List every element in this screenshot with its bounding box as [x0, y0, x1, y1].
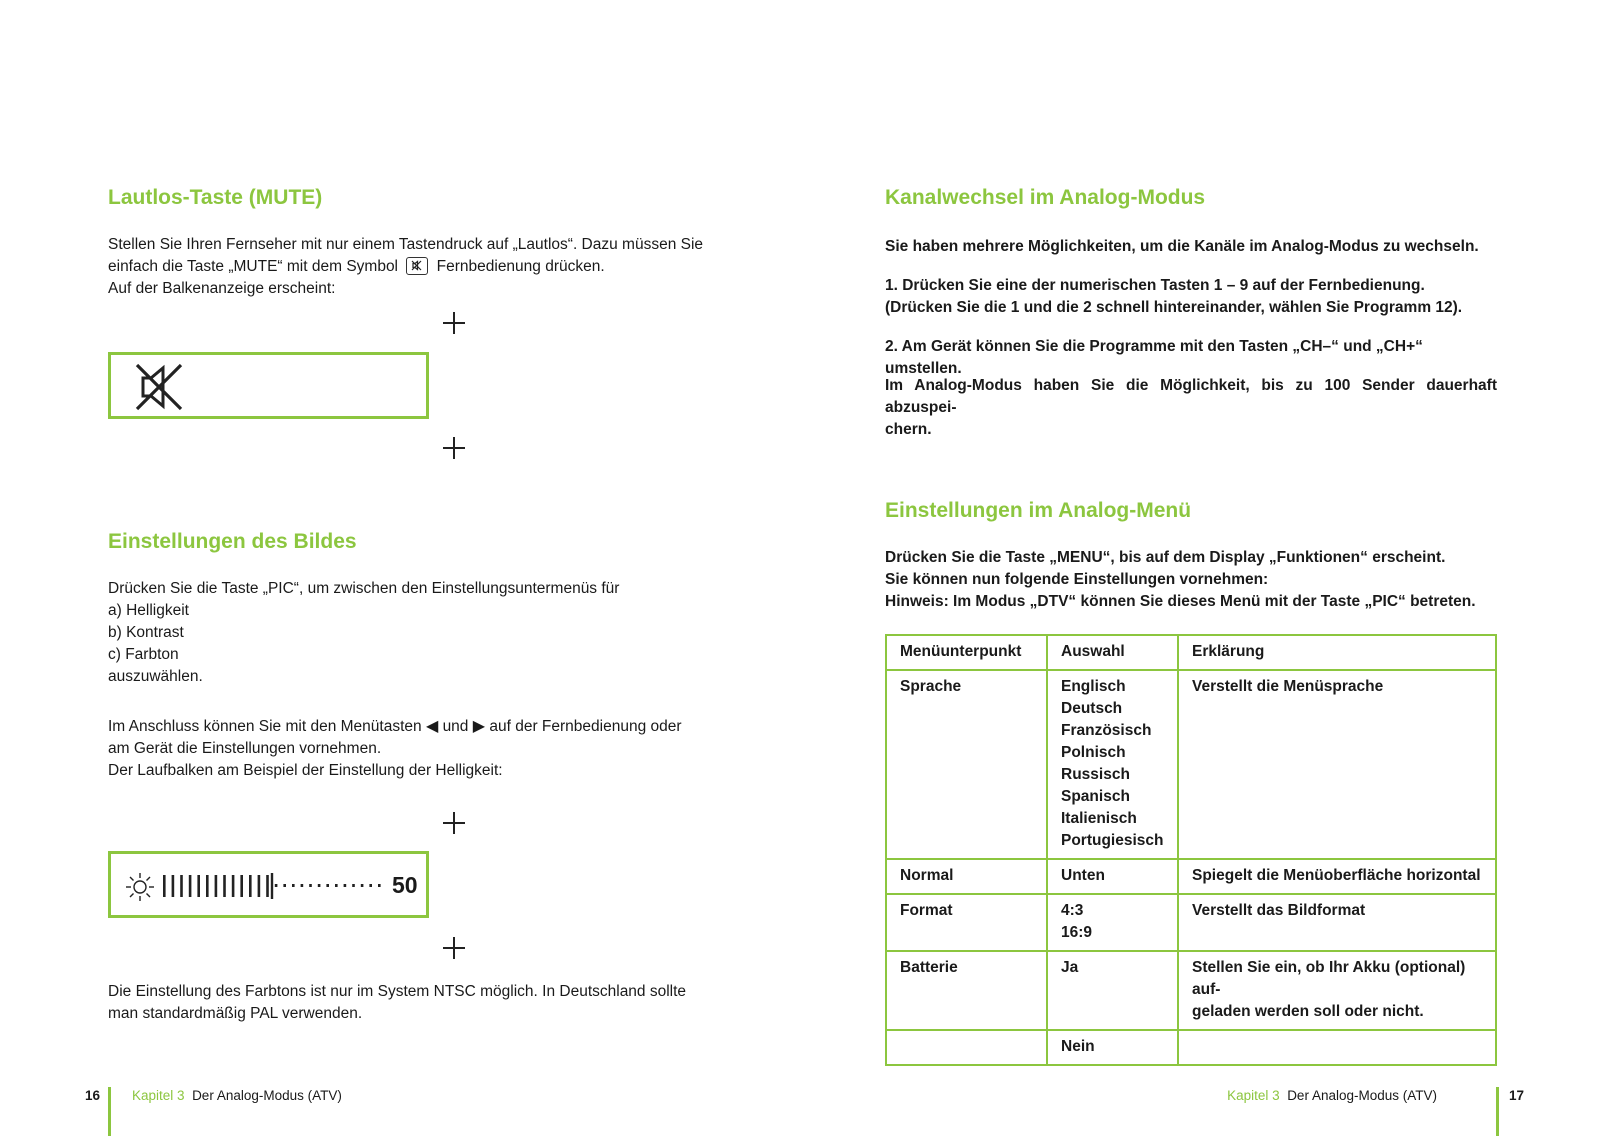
- level-segment-filled: [215, 875, 218, 897]
- settings-table: [885, 634, 1497, 1066]
- level-segment-filled: [258, 875, 261, 897]
- picture-outro: auszuwählen.: [108, 668, 203, 685]
- page-number-right: 17: [1509, 1088, 1525, 1103]
- picture-heading: Einstellungen des Bildes: [108, 530, 357, 553]
- table-cell-explanation: [1178, 1030, 1496, 1065]
- picture-adjust-line-1: [108, 716, 722, 738]
- level-segment-empty: [309, 884, 312, 887]
- table-cell-choices: [1047, 894, 1178, 951]
- table-cell-choices-line: Deutsch: [1061, 700, 1123, 717]
- footer-chapter-label-left: Kapitel 3: [132, 1088, 185, 1103]
- level-segment-filled: [163, 875, 166, 897]
- menu-intro-line-1: Drücken Sie die Taste „MENU“, bis auf dem Display „Funktionen“ erscheint.: [885, 549, 1446, 566]
- table-header-item: Menüunterpunkt: [886, 635, 1047, 670]
- table-cell-choices: [1047, 670, 1178, 859]
- channel-step-1-line-2: (Drücken Sie die 1 und die 2 schnell hintereinander, wählen Sie Programm 12).: [885, 299, 1463, 316]
- mute-para-line-2: [108, 256, 722, 278]
- crop-mark: [443, 437, 465, 459]
- sun-icon: [125, 872, 155, 907]
- table-cell-explanation-line: Verstellt die Menüsprache: [1192, 678, 1384, 695]
- hue-footnote-line-2: man standardmäßig PAL verwenden.: [108, 1005, 363, 1022]
- table-cell-choices: [1047, 859, 1178, 894]
- level-segment-filled: [240, 875, 243, 897]
- table-cell-item-line: Format: [900, 902, 953, 919]
- channel-step-2: 2. Am Gerät können Sie die Programme mit den Tasten „CH–“ und „CH+“ umstellen.: [885, 338, 1423, 377]
- table-cell-choices-line: Spanisch: [1061, 788, 1130, 805]
- picture-adjust-line-2: am Gerät die Einstellungen vornehmen.: [108, 740, 382, 757]
- table-cell-choices-line: 4:3: [1061, 902, 1084, 919]
- hue-footnote-line-1: Die Einstellung des Farbtons ist nur im System NTSC möglich. In Deutschland sollte: [108, 983, 687, 1000]
- table-header-row: [886, 635, 1496, 670]
- table-cell-choices-line: Portugiesisch: [1061, 832, 1164, 849]
- table-cell-explanation-line: Stellen Sie ein, ob Ihr Akku (optional) auf-: [1192, 959, 1466, 998]
- level-segment-empty: [352, 884, 355, 887]
- picture-option-brightness: a) Helligkeit: [108, 602, 189, 619]
- mute-para-line-1: Stellen Sie Ihren Fernseher mit nur einem Tastendruck auf „Lautlos“. Dazu müssen Sie: [108, 236, 704, 253]
- menu-hint: Hinweis: Im Modus „DTV“ können Sie dieses Menü mit der Taste „PIC“ betreten.: [885, 593, 1476, 610]
- table-cell-item: [886, 951, 1047, 1030]
- level-segment-filled: [180, 875, 183, 897]
- level-segment-empty: [283, 884, 286, 887]
- level-segment-empty: [361, 884, 364, 887]
- table-cell-choices: [1047, 1030, 1178, 1065]
- mute-display-bar: [108, 352, 429, 419]
- table-cell-item-line: Sprache: [900, 678, 962, 695]
- level-segment-filled: [266, 875, 269, 897]
- table-cell-item: [886, 670, 1047, 859]
- level-segment-empty: [344, 884, 347, 887]
- table-cell-choices-line: Unten: [1061, 867, 1105, 884]
- picture-option-hue: c) Farbton: [108, 646, 179, 663]
- level-segment-empty: [378, 884, 381, 887]
- level-segment-empty: [292, 884, 295, 887]
- level-segment-filled: [172, 875, 175, 897]
- level-segment-filled: [223, 875, 226, 897]
- mute-para-line-2a: einfach die Taste „MUTE“ mit dem Symbol: [108, 258, 399, 275]
- mute-symbol-icon: [406, 257, 428, 275]
- table-cell-explanation-line: geladen werden soll oder nicht.: [1192, 1003, 1424, 1020]
- table-cell-explanation: [1178, 859, 1496, 894]
- table-cell-item: [886, 859, 1047, 894]
- footer-divider-left: [108, 1087, 111, 1136]
- table-cell-choices-line: Nein: [1061, 1038, 1095, 1055]
- menu-intro-line-2: Sie können nun folgende Einstellungen vornehmen:: [885, 571, 1269, 588]
- level-segment-filled: [197, 875, 200, 897]
- picture-option-contrast: b) Kontrast: [108, 624, 184, 641]
- channel-step-1: [885, 275, 1497, 319]
- level-segment-filled: [249, 875, 252, 897]
- crop-mark: [443, 937, 465, 959]
- table-cell-choices-line: Italienisch: [1061, 810, 1137, 827]
- level-segment-filled: [232, 875, 235, 897]
- table-cell-choices: [1047, 951, 1178, 1030]
- picture-adjust-paragraph: [108, 716, 722, 782]
- table-cell-choices-line: Polnisch: [1061, 744, 1126, 761]
- picture-adjust-text-c: auf der Fernbedienung oder: [489, 718, 682, 735]
- table-cell-item: [886, 894, 1047, 951]
- table-header-explanation: Erklärung: [1178, 635, 1496, 670]
- page-number-left: 16: [85, 1088, 101, 1103]
- menu-heading: Einstellungen im Analog-Menü: [885, 499, 1192, 522]
- table-row: [886, 1030, 1496, 1065]
- table-row: [886, 951, 1496, 1030]
- level-segment-empty: [275, 884, 278, 887]
- picture-intro-line: Drücken Sie die Taste „PIC“, um zwischen den Einstellungsuntermenüs für: [108, 580, 620, 597]
- table-cell-explanation-line: Verstellt das Bildformat: [1192, 902, 1366, 919]
- mute-heading: Lautlos-Taste (MUTE): [108, 186, 323, 209]
- right-arrow-icon: ▶: [472, 718, 486, 735]
- channel-storage-line-2: chern.: [885, 421, 932, 438]
- footer-divider-right: [1496, 1087, 1499, 1136]
- table-cell-item-line: Batterie: [900, 959, 958, 976]
- picture-adjust-text-b: und: [442, 718, 469, 735]
- table-cell-choices-line: Englisch: [1061, 678, 1126, 695]
- hue-footnote: [108, 981, 722, 1025]
- footer-title-left: Der Analog-Modus (ATV): [192, 1088, 342, 1103]
- level-segment-filled: [206, 875, 209, 897]
- crop-mark: [443, 812, 465, 834]
- mute-paragraph: [108, 234, 722, 300]
- level-segment-empty: [369, 884, 372, 887]
- picture-intro: [108, 578, 722, 688]
- picture-adjust-text-a: Im Anschluss können Sie mit den Menütasten: [108, 718, 422, 735]
- speaker-muted-icon: [133, 361, 185, 418]
- channel-heading: Kanalwechsel im Analog-Modus: [885, 186, 1206, 209]
- crop-mark: [443, 312, 465, 334]
- table-header-choice: Auswahl: [1047, 635, 1178, 670]
- menu-intro: [885, 547, 1497, 613]
- brightness-level-bar: [159, 873, 387, 901]
- level-segment-empty: [318, 884, 321, 887]
- brightness-bar-display: [108, 851, 429, 918]
- footer-chapter-right: [1227, 1088, 1437, 1103]
- table-row: [886, 894, 1496, 951]
- table-cell-item-line: Normal: [900, 867, 954, 884]
- level-segment-filled: [189, 875, 192, 897]
- brightness-value: 50: [392, 872, 418, 898]
- left-arrow-icon: ◀: [425, 718, 439, 735]
- table-cell-explanation: [1178, 670, 1496, 859]
- table-cell-choices-line: Französisch: [1061, 722, 1152, 739]
- level-segment-empty: [335, 884, 338, 887]
- table-cell-explanation: [1178, 951, 1496, 1030]
- table-cell-item: [886, 1030, 1047, 1065]
- channel-storage-line-1: Im Analog-Modus haben Sie die Möglichkeit, bis zu 100 Sender dauerhaft abzuspei-: [885, 377, 1497, 416]
- footer-title-right: Der Analog-Modus (ATV): [1287, 1088, 1437, 1103]
- table-cell-explanation: [1178, 894, 1496, 951]
- table-cell-choices-line: Ja: [1061, 959, 1079, 976]
- mute-para-line-2b: Fernbedienung drücken.: [436, 258, 605, 275]
- channel-intro: Sie haben mehrere Möglichkeiten, um die Kanäle im Analog-Modus zu wechseln.: [885, 238, 1479, 255]
- table-row: [886, 670, 1496, 859]
- mute-para-line-3: Auf der Balkenanzeige erscheint:: [108, 280, 336, 297]
- footer-chapter-left: [132, 1088, 342, 1103]
- picture-adjust-line-3: Der Laufbalken am Beispiel der Einstellung der Helligkeit:: [108, 762, 503, 779]
- channel-storage: [885, 375, 1497, 441]
- level-marker: [271, 873, 273, 899]
- table-cell-choices-line: Russisch: [1061, 766, 1130, 783]
- footer-chapter-label-right: Kapitel 3: [1227, 1088, 1280, 1103]
- table-body: [886, 670, 1496, 1065]
- table-row: [886, 859, 1496, 894]
- channel-step-1-line-1: 1. Drücken Sie eine der numerischen Tasten 1 – 9 auf der Fernbedienung.: [885, 277, 1425, 294]
- level-segment-empty: [326, 884, 329, 887]
- level-segment-empty: [301, 884, 304, 887]
- table-cell-choices-line: 16:9: [1061, 924, 1093, 941]
- table-cell-explanation-line: Spiegelt die Menüoberfläche horizontal: [1192, 867, 1481, 884]
